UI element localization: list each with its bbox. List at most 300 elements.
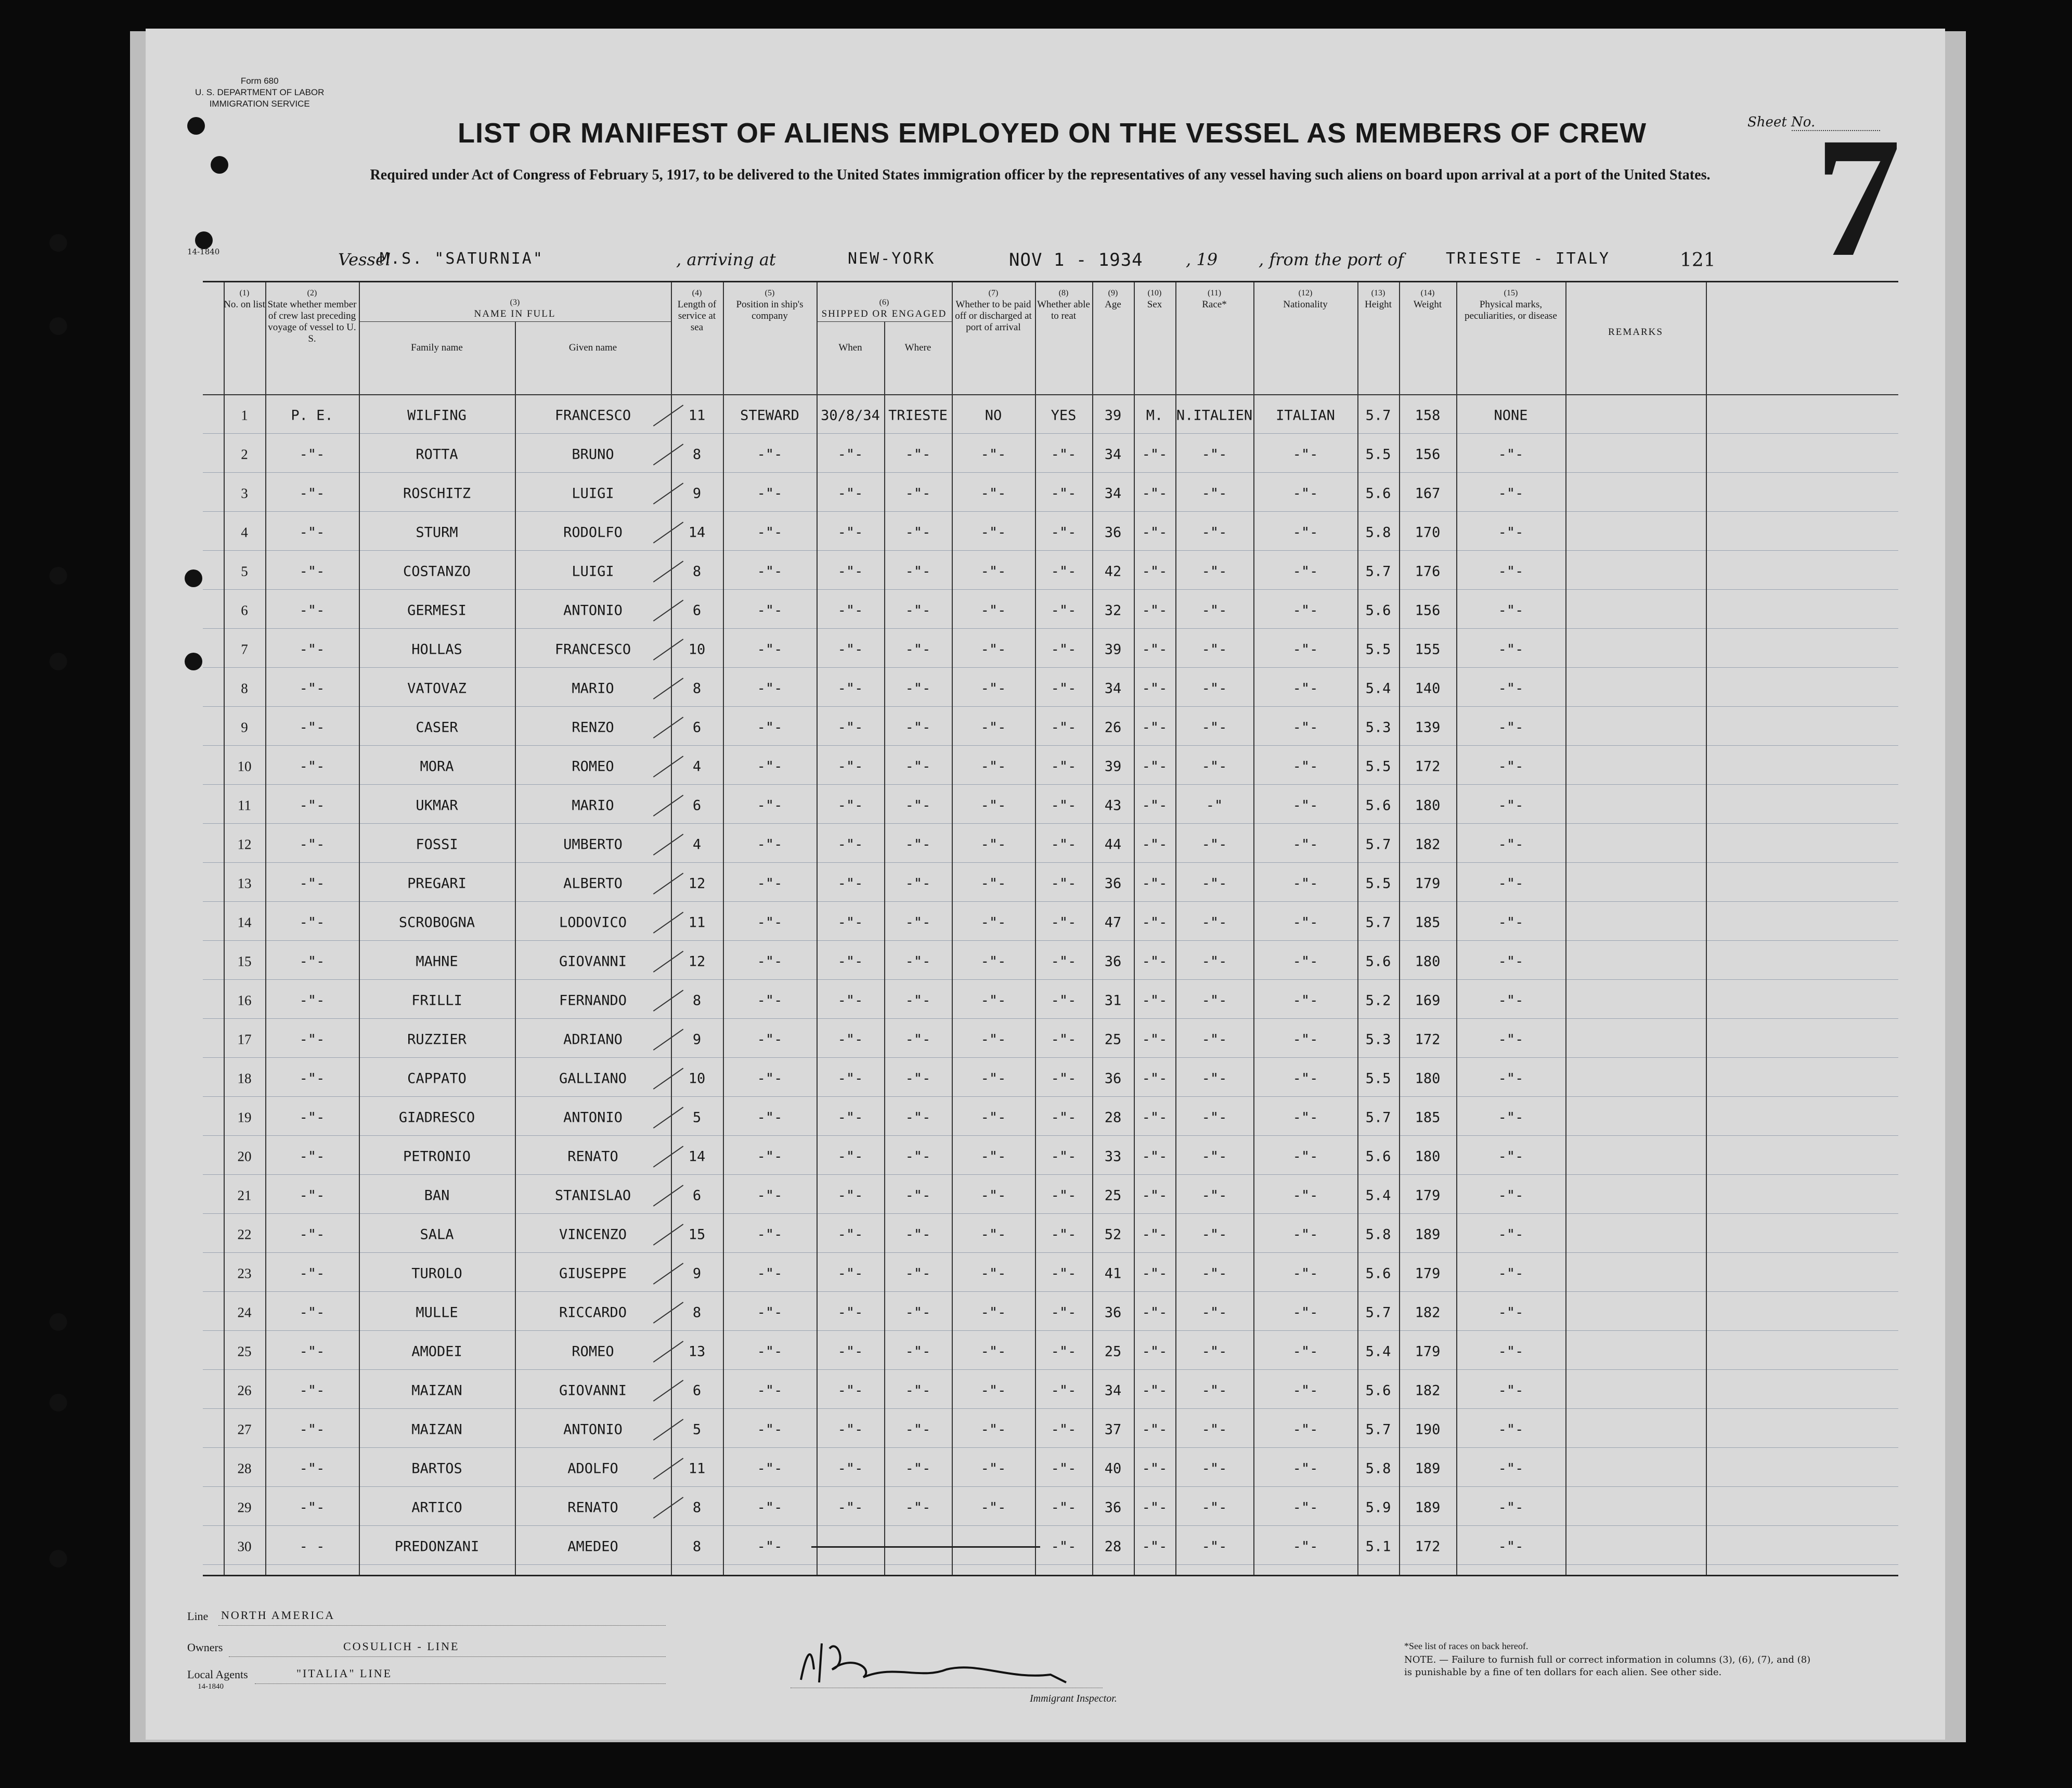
cell-family: WILFING bbox=[407, 407, 467, 424]
cell-age: 41 bbox=[1104, 1265, 1122, 1282]
column-rule bbox=[1175, 282, 1176, 1575]
cell-given: ALBERTO bbox=[563, 875, 623, 892]
cell-given: GIUSEPPE bbox=[559, 1265, 627, 1282]
cell-nationality: -"- bbox=[1292, 875, 1318, 892]
cell-length: 9 bbox=[692, 1031, 702, 1048]
cell-given: VINCENZO bbox=[559, 1226, 627, 1243]
cell-nationality: -"- bbox=[1292, 1538, 1318, 1555]
cell-age: 28 bbox=[1104, 1538, 1122, 1555]
cell-where: -"- bbox=[905, 1070, 931, 1087]
cell-marks: -"- bbox=[1498, 1499, 1524, 1516]
cell-prev: -"- bbox=[299, 719, 325, 736]
cell-prev: -"- bbox=[299, 1265, 325, 1282]
check-mark bbox=[653, 834, 683, 856]
cell-paid: -"- bbox=[980, 719, 1006, 736]
cell-prev: -"- bbox=[299, 1382, 325, 1399]
column-header-text: Weight bbox=[1413, 299, 1442, 310]
cell-no: 24 bbox=[237, 1304, 252, 1320]
cell-age: 44 bbox=[1104, 836, 1122, 853]
column-header-height bbox=[1357, 288, 1399, 310]
cell-length: 10 bbox=[688, 1070, 706, 1087]
cell-sex: -"- bbox=[1142, 914, 1168, 931]
cell-length: 8 bbox=[692, 1538, 702, 1555]
cell-paid: -"- bbox=[980, 524, 1006, 541]
cell-weight: 176 bbox=[1415, 563, 1441, 580]
cell-nationality: -"- bbox=[1292, 1421, 1318, 1438]
check-mark bbox=[653, 483, 683, 504]
cell-paid: -"- bbox=[980, 563, 1006, 580]
cell-nationality: -"- bbox=[1292, 1148, 1318, 1165]
cell-marks: -"- bbox=[1498, 1304, 1524, 1321]
cell-where: -"- bbox=[905, 1265, 931, 1282]
row-rule bbox=[203, 979, 1898, 980]
column-header-physical bbox=[1456, 288, 1565, 322]
cell-length: 5 bbox=[692, 1421, 702, 1438]
cell-position: -"- bbox=[757, 914, 783, 931]
cell-position: -"- bbox=[757, 602, 783, 619]
cell-where: -"- bbox=[905, 1109, 931, 1126]
cell-able: -"- bbox=[1051, 797, 1077, 814]
column-header-text: NAME IN FULL bbox=[474, 308, 556, 319]
cell-position: -"- bbox=[757, 485, 783, 502]
cell-weight: 189 bbox=[1415, 1226, 1441, 1243]
cell-where: -"- bbox=[905, 1226, 931, 1243]
cell-sex: -"- bbox=[1142, 680, 1168, 697]
inspector-label: Immigrant Inspector. bbox=[1030, 1693, 1117, 1704]
cell-length: 6 bbox=[692, 719, 702, 736]
cell-race: -"- bbox=[1201, 1226, 1227, 1243]
cell-paid: -"- bbox=[980, 680, 1006, 697]
cell-height: 5.6 bbox=[1365, 1148, 1391, 1165]
column-rule bbox=[1134, 282, 1135, 1575]
row-rule bbox=[203, 823, 1898, 824]
cell-race: -"- bbox=[1201, 1538, 1227, 1555]
cell-family: FOSSI bbox=[416, 836, 458, 853]
cell-paid: -"- bbox=[980, 1070, 1006, 1087]
cell-position: -"- bbox=[757, 563, 783, 580]
cell-marks: -"- bbox=[1498, 953, 1524, 970]
cell-height: 5.3 bbox=[1365, 1031, 1391, 1048]
column-rule bbox=[952, 282, 953, 1575]
cell-no: 7 bbox=[241, 641, 248, 657]
cell-age: 39 bbox=[1104, 407, 1122, 424]
cell-weight: 139 bbox=[1415, 719, 1441, 736]
cell-age: 39 bbox=[1104, 758, 1122, 775]
cell-when: -"- bbox=[837, 1031, 863, 1048]
cell-position: -"- bbox=[757, 641, 783, 658]
cell-height: 5.6 bbox=[1365, 797, 1391, 814]
cell-height: 5.5 bbox=[1365, 1070, 1391, 1087]
cell-when: -"- bbox=[837, 485, 863, 502]
cell-no: 19 bbox=[237, 1109, 252, 1125]
cell-height: 5.8 bbox=[1365, 1460, 1391, 1477]
cell-family: MAIZAN bbox=[411, 1421, 462, 1438]
cell-prev: -"- bbox=[299, 1226, 325, 1243]
cell-paid: -"- bbox=[980, 1499, 1006, 1516]
cell-family: SCROBOGNA bbox=[398, 914, 475, 931]
check-mark bbox=[653, 990, 683, 1012]
cell-when: -"- bbox=[837, 1382, 863, 1399]
cell-able: -"- bbox=[1051, 1187, 1077, 1204]
cell-paid: -"- bbox=[980, 1382, 1006, 1399]
cell-weight: 140 bbox=[1415, 680, 1441, 697]
check-mark bbox=[653, 1224, 683, 1246]
cell-family: AMODEI bbox=[411, 1343, 462, 1360]
column-rule bbox=[1092, 282, 1093, 1575]
cell-weight: 179 bbox=[1415, 1265, 1441, 1282]
column-header-text: Whether to be paid off or discharged at port of arrival bbox=[955, 299, 1032, 333]
cell-sex: -"- bbox=[1142, 1304, 1168, 1321]
cell-no: 17 bbox=[237, 1031, 252, 1047]
arriving-port: NEW-YORK bbox=[848, 250, 936, 268]
cell-height: 5.7 bbox=[1365, 914, 1391, 931]
cell-sex: -"- bbox=[1142, 1460, 1168, 1477]
cell-length: 8 bbox=[692, 992, 702, 1009]
cell-given: LODOVICO bbox=[559, 914, 627, 931]
cell-given: BRUNO bbox=[572, 446, 614, 463]
cell-marks: -"- bbox=[1498, 758, 1524, 775]
row-rule bbox=[203, 472, 1898, 473]
cell-when: -"- bbox=[837, 1304, 863, 1321]
column-header-text: Where bbox=[904, 342, 931, 353]
column-number: (3) bbox=[510, 298, 520, 307]
cell-prev: -"- bbox=[299, 1109, 325, 1126]
cell-when: -"- bbox=[837, 563, 863, 580]
cell-race: -"- bbox=[1201, 641, 1227, 658]
cell-paid: -"- bbox=[980, 485, 1006, 502]
cell-able: -"- bbox=[1051, 641, 1077, 658]
column-header-no-on-list bbox=[224, 288, 265, 310]
cell-prev: -"- bbox=[299, 1421, 325, 1438]
agents-value: "ITALIA" LINE bbox=[296, 1667, 393, 1680]
cell-when: -"- bbox=[837, 1187, 863, 1204]
cell-where: -"- bbox=[905, 875, 931, 892]
cell-weight: 169 bbox=[1415, 992, 1441, 1009]
column-header-family-name bbox=[359, 342, 515, 354]
cell-when: -"- bbox=[837, 1460, 863, 1477]
cell-prev: -"- bbox=[299, 680, 325, 697]
cell-race: -"- bbox=[1201, 446, 1227, 463]
cell-where: -"- bbox=[905, 1421, 931, 1438]
cell-sex: -"- bbox=[1142, 1343, 1168, 1360]
cell-family: COSTANZO bbox=[403, 563, 471, 580]
column-header-text: Whether able to reat bbox=[1037, 299, 1090, 321]
cell-length: 6 bbox=[692, 602, 702, 619]
cell-marks: -"- bbox=[1498, 602, 1524, 619]
cell-nationality: -"- bbox=[1292, 1265, 1318, 1282]
cell-no: 13 bbox=[237, 875, 252, 891]
owners-label: Owners bbox=[187, 1641, 223, 1654]
cell-no: 3 bbox=[241, 485, 248, 501]
cell-weight: 179 bbox=[1415, 875, 1441, 892]
cell-race: -"- bbox=[1201, 602, 1227, 619]
cell-when: -"- bbox=[837, 797, 863, 814]
from-port: TRIESTE - ITALY bbox=[1446, 250, 1610, 268]
cell-weight: 167 bbox=[1415, 485, 1441, 502]
row-rule bbox=[203, 511, 1898, 512]
column-header-nationality bbox=[1253, 288, 1357, 310]
row-rule bbox=[203, 589, 1898, 590]
cell-position: -"- bbox=[757, 1538, 783, 1555]
cell-no: 27 bbox=[237, 1421, 252, 1437]
row-rule bbox=[203, 1252, 1898, 1253]
column-header-paid-off bbox=[952, 288, 1035, 333]
cell-when: -"- bbox=[837, 1148, 863, 1165]
cell-race: -"- bbox=[1201, 1187, 1227, 1204]
column-rule bbox=[671, 282, 672, 1575]
column-number: (13) bbox=[1371, 289, 1385, 297]
cell-sex: -"- bbox=[1142, 1382, 1168, 1399]
cell-nationality: ITALIAN bbox=[1276, 407, 1335, 424]
cell-age: 40 bbox=[1104, 1460, 1122, 1477]
cell-given: GALLIANO bbox=[559, 1070, 627, 1087]
cell-race: -"- bbox=[1201, 563, 1227, 580]
column-rule bbox=[1253, 282, 1254, 1575]
cell-race: -"- bbox=[1201, 1421, 1227, 1438]
row-rule bbox=[203, 1018, 1898, 1019]
column-header-weight bbox=[1399, 288, 1456, 310]
cell-nationality: -"- bbox=[1292, 1460, 1318, 1477]
cell-length: 6 bbox=[692, 797, 702, 814]
row-rule bbox=[203, 1330, 1898, 1331]
cell-position: -"- bbox=[757, 758, 783, 775]
form-number: Form 680 bbox=[240, 76, 279, 86]
service-name: IMMIGRATION SERVICE bbox=[209, 99, 310, 109]
cell-marks: -"- bbox=[1498, 1460, 1524, 1477]
cell-given: RICCARDO bbox=[559, 1304, 627, 1321]
cell-prev: -"- bbox=[299, 1460, 325, 1477]
check-mark bbox=[653, 1341, 683, 1363]
cell-marks: -"- bbox=[1498, 563, 1524, 580]
cell-given: RENATO bbox=[567, 1148, 618, 1165]
cell-when: -"- bbox=[837, 1499, 863, 1516]
cell-able: -"- bbox=[1051, 992, 1077, 1009]
cell-length: 10 bbox=[688, 641, 706, 658]
cell-given: LUIGI bbox=[572, 485, 614, 502]
cell-able: -"- bbox=[1051, 914, 1077, 931]
cell-sex: -"- bbox=[1142, 1070, 1168, 1087]
row-rule bbox=[203, 1135, 1898, 1136]
cell-given: RENZO bbox=[572, 719, 614, 736]
row-rule bbox=[203, 1174, 1898, 1175]
cell-when: -"- bbox=[837, 1070, 863, 1087]
cell-length: 8 bbox=[692, 1499, 702, 1516]
binder-hole bbox=[185, 569, 202, 587]
check-mark bbox=[653, 717, 683, 738]
cell-able: YES bbox=[1051, 407, 1077, 424]
cell-sex: -"- bbox=[1142, 992, 1168, 1009]
cell-race: -"- bbox=[1201, 680, 1227, 697]
sheet-number: 7 bbox=[1815, 102, 1901, 292]
cell-marks: -"- bbox=[1498, 719, 1524, 736]
column-header-length-service bbox=[671, 288, 723, 333]
cell-no: 9 bbox=[241, 719, 248, 735]
cell-no: 5 bbox=[241, 563, 248, 579]
cell-nationality: -"- bbox=[1292, 485, 1318, 502]
binder-hole bbox=[49, 234, 67, 252]
cell-where: -"- bbox=[905, 992, 931, 1009]
cell-paid: -"- bbox=[980, 1148, 1006, 1165]
cell-given: ROMEO bbox=[572, 1343, 614, 1360]
cell-no: 16 bbox=[237, 992, 252, 1008]
cell-family: PREDONZANI bbox=[394, 1538, 480, 1555]
cell-length: 9 bbox=[692, 485, 702, 502]
cell-paid: -"- bbox=[980, 446, 1006, 463]
cell-given: MARIO bbox=[572, 797, 614, 814]
cell-nationality: -"- bbox=[1292, 1109, 1318, 1126]
cell-prev: -"- bbox=[299, 1343, 325, 1360]
cell-race: -"- bbox=[1201, 992, 1227, 1009]
cell-position: -"- bbox=[757, 719, 783, 736]
cell-age: 34 bbox=[1104, 446, 1122, 463]
cell-able: -"- bbox=[1051, 680, 1077, 697]
column-header-state-whether bbox=[265, 288, 359, 345]
cell-given: ROMEO bbox=[572, 758, 614, 775]
cell-marks: -"- bbox=[1498, 1031, 1524, 1048]
cell-paid: NO bbox=[985, 407, 1002, 424]
cell-weight: 172 bbox=[1415, 758, 1441, 775]
cell-when: -"- bbox=[837, 1109, 863, 1126]
year-label: , 19 bbox=[1186, 250, 1218, 269]
cell-when: -"- bbox=[837, 1421, 863, 1438]
column-header-text: State whether member of crew last preceding voyage of vessel to U. S. bbox=[267, 299, 357, 344]
agents-label: Local Agents bbox=[187, 1668, 248, 1681]
column-header-sex bbox=[1134, 288, 1175, 310]
manifest-number: 121 bbox=[1680, 250, 1716, 271]
cell-given: MARIO bbox=[572, 680, 614, 697]
cell-race: -"- bbox=[1201, 1109, 1227, 1126]
cell-given: ANTONIO bbox=[563, 602, 623, 619]
cell-able: -"- bbox=[1051, 836, 1077, 853]
cell-family: MAIZAN bbox=[411, 1382, 462, 1399]
cell-given: GIOVANNI bbox=[559, 1382, 627, 1399]
cell-paid: -"- bbox=[980, 1343, 1006, 1360]
cell-weight: 182 bbox=[1415, 1304, 1441, 1321]
cell-nationality: -"- bbox=[1292, 680, 1318, 697]
check-mark bbox=[653, 873, 683, 895]
cell-able: -"- bbox=[1051, 1031, 1077, 1048]
check-mark bbox=[653, 522, 683, 543]
row-rule bbox=[203, 1291, 1898, 1292]
page-subtitle: Required under Act of Congress of February 5, 1917, to be delivered to the United States immigration officer by the representatives of any vessel having such aliens on board upon arrival at a port of the United States. bbox=[370, 167, 1711, 183]
cell-sex: -"- bbox=[1142, 1421, 1168, 1438]
cell-no: 23 bbox=[237, 1265, 252, 1281]
cell-age: 36 bbox=[1104, 953, 1122, 970]
cell-age: 34 bbox=[1104, 680, 1122, 697]
cell-family: CASER bbox=[416, 719, 458, 736]
column-header-text: Race* bbox=[1202, 299, 1227, 310]
row-rule bbox=[203, 1525, 1898, 1526]
column-header-able-reship bbox=[1035, 288, 1092, 322]
cell-given: ANTONIO bbox=[563, 1421, 623, 1438]
column-number: (15) bbox=[1504, 289, 1518, 297]
cell-length: 4 bbox=[692, 836, 702, 853]
cell-position: -"- bbox=[757, 1226, 783, 1243]
strike-through-line bbox=[811, 1546, 1040, 1548]
cell-age: 36 bbox=[1104, 524, 1122, 541]
cell-where: -"- bbox=[905, 485, 931, 502]
cell-weight: 189 bbox=[1415, 1460, 1441, 1477]
cell-position: -"- bbox=[757, 680, 783, 697]
cell-marks: -"- bbox=[1498, 875, 1524, 892]
cell-race: -"- bbox=[1201, 1382, 1227, 1399]
cell-given: RENATO bbox=[567, 1499, 618, 1516]
cell-position: -"- bbox=[757, 1148, 783, 1165]
column-number: (11) bbox=[1207, 289, 1222, 297]
cell-length: 12 bbox=[688, 953, 706, 970]
cell-sex: -"- bbox=[1142, 1187, 1168, 1204]
cell-paid: -"- bbox=[980, 992, 1006, 1009]
cell-nationality: -"- bbox=[1292, 836, 1318, 853]
cell-position: -"- bbox=[757, 1031, 783, 1048]
row-rule bbox=[203, 1564, 1898, 1565]
cell-nationality: -"- bbox=[1292, 1187, 1318, 1204]
cell-age: 36 bbox=[1104, 1499, 1122, 1516]
cell-prev: -"- bbox=[299, 1187, 325, 1204]
cell-able: -"- bbox=[1051, 1460, 1077, 1477]
cell-height: 5.6 bbox=[1365, 602, 1391, 619]
cell-paid: -"- bbox=[980, 953, 1006, 970]
cell-family: MORA bbox=[420, 758, 454, 775]
cell-position: -"- bbox=[757, 953, 783, 970]
cell-weight: 190 bbox=[1415, 1421, 1441, 1438]
cell-family: RUZZIER bbox=[407, 1031, 467, 1048]
column-rule bbox=[359, 282, 360, 1575]
cell-when: -"- bbox=[837, 446, 863, 463]
cell-marks: -"- bbox=[1498, 1343, 1524, 1360]
cell-family: TUROLO bbox=[411, 1265, 462, 1282]
binder-hole bbox=[187, 117, 205, 135]
cell-position: -"- bbox=[757, 1304, 783, 1321]
binder-hole bbox=[49, 567, 67, 585]
cell-height: 5.7 bbox=[1365, 563, 1391, 580]
check-mark bbox=[653, 561, 683, 582]
cell-no: 4 bbox=[241, 524, 248, 540]
cell-nationality: -"- bbox=[1292, 1070, 1318, 1087]
cell-prev: -"- bbox=[299, 485, 325, 502]
line-label: Line bbox=[187, 1610, 209, 1623]
cell-where: -"- bbox=[905, 680, 931, 697]
cell-no: 11 bbox=[238, 797, 251, 813]
cell-age: 47 bbox=[1104, 914, 1122, 931]
cell-family: ARTICO bbox=[411, 1499, 462, 1516]
cell-no: 20 bbox=[237, 1148, 252, 1164]
cell-able: -"- bbox=[1051, 524, 1077, 541]
cell-sex: -"- bbox=[1142, 953, 1168, 970]
cell-length: 6 bbox=[692, 1382, 702, 1399]
check-mark bbox=[653, 912, 683, 934]
column-number: (12) bbox=[1298, 289, 1313, 297]
cell-marks: -"- bbox=[1498, 836, 1524, 853]
cell-when: -"- bbox=[837, 1226, 863, 1243]
cell-able: -"- bbox=[1051, 485, 1077, 502]
cell-length: 14 bbox=[688, 524, 706, 541]
cell-when: -"- bbox=[837, 602, 863, 619]
row-rule bbox=[203, 1447, 1898, 1448]
cell-when: -"- bbox=[837, 875, 863, 892]
cell-family: PREGARI bbox=[407, 875, 467, 892]
cell-prev: -"- bbox=[299, 641, 325, 658]
cell-given: ADOLFO bbox=[567, 1460, 618, 1477]
cell-height: 5.5 bbox=[1365, 875, 1391, 892]
check-mark bbox=[653, 1458, 683, 1480]
column-header-text: Physical marks, peculiarities, or disease bbox=[1465, 299, 1557, 321]
column-header-name-in-full bbox=[359, 297, 671, 320]
cell-where: -"- bbox=[905, 1031, 931, 1048]
binder-hole bbox=[49, 1313, 67, 1331]
cell-given: FRANCESCO bbox=[554, 407, 631, 424]
cell-sex: -"- bbox=[1142, 1148, 1168, 1165]
